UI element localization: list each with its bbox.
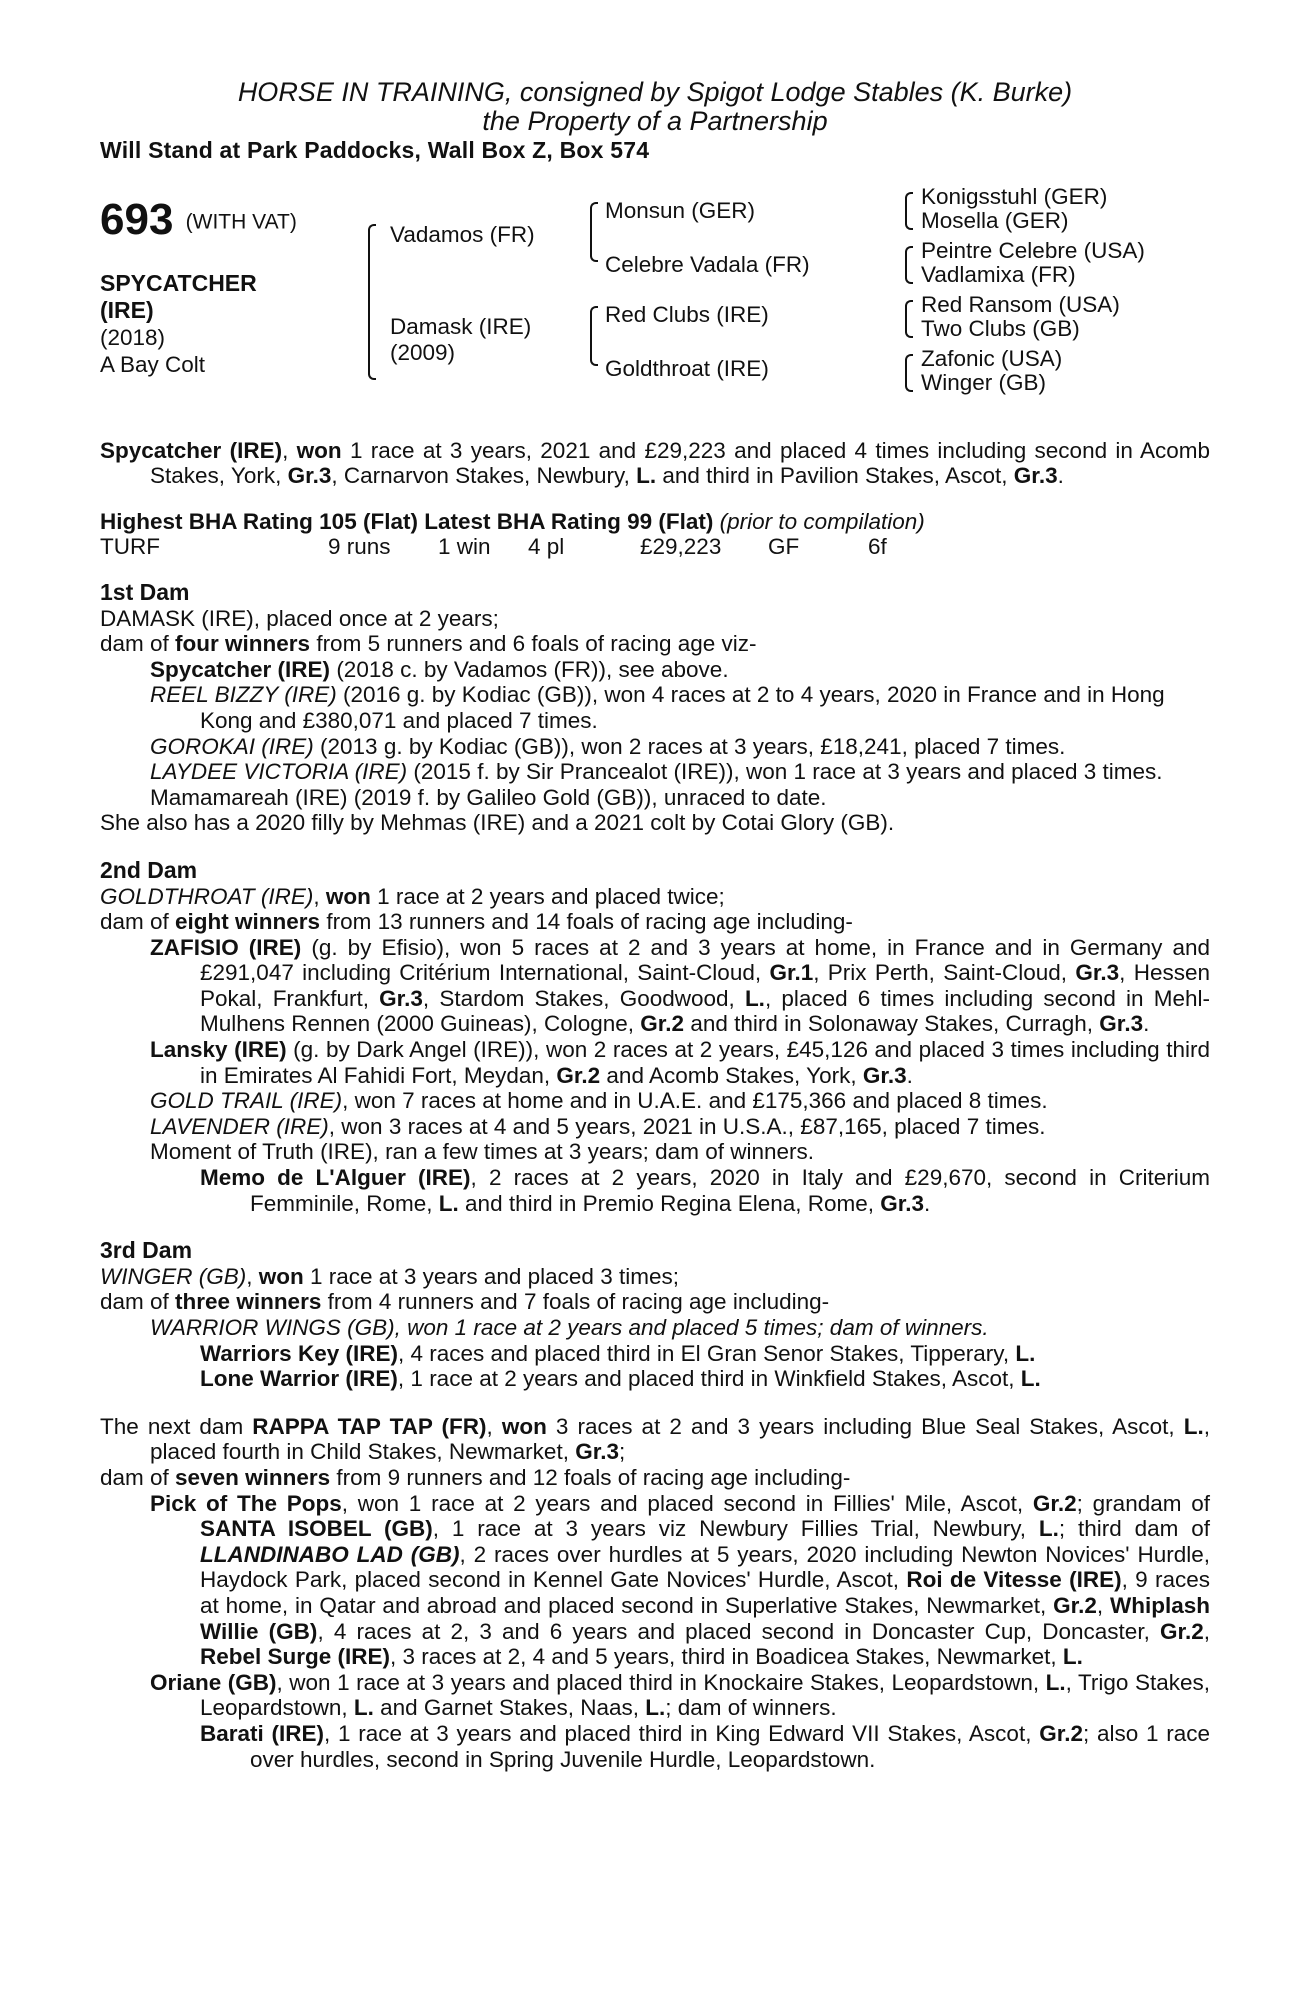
sss: Konigsstuhl (GER) — [921, 183, 1108, 209]
sire: Vadamos (FR) — [390, 221, 535, 247]
bha-rating: Highest BHA Rating 105 (Flat) Latest BHA Rating 99 (Flat) — [100, 508, 714, 534]
dss: Red Ransom (USA) — [921, 291, 1120, 317]
second-dam-title: 2nd Dam — [100, 856, 198, 883]
sire-dam: Celebre Vadala (FR) — [605, 251, 810, 277]
rating-note: (prior to compilation) — [719, 508, 925, 534]
brace-1 — [368, 224, 376, 380]
pedigree-block — [100, 183, 1210, 418]
sdd: Vadlamixa (FR) — [921, 261, 1076, 287]
property-line: the Property of a Partnership — [482, 106, 828, 136]
third-dam-section: 3rd Dam WINGER (GB), won 1 race at 3 years and placed 3 times; dam of three winners from 4 runners and 7 foals of racing age including- WARRIOR WINGS (GB), won 1 race at 2 years and placed 5 times; dam of winners. Warriors Key (IRE), 4 races and placed third in El Gran Senor Stakes, Tipperary, L. Lone Warrior (IRE), 1 race at 2 years and placed third in Winkfield Stakes, Ascot, L. — [100, 1238, 1210, 1392]
brace-2a — [590, 202, 598, 262]
consignment-line: HORSE IN TRAINING, consigned by Spigot Lodge Stables (K. Burke) — [237, 77, 1073, 107]
horse-name: SPYCATCHER (IRE) — [100, 269, 257, 323]
dam-year: (2009) — [390, 339, 456, 365]
brace-3d — [905, 354, 913, 392]
stand-location: Will Stand at Park Paddocks, Wall Box Z, Box 574 — [100, 137, 650, 163]
dsd: Two Clubs (GB) — [921, 315, 1080, 341]
second-dam-section: 2nd Dam GOLDTHROAT (IRE), won 1 race at 2 years and placed twice; dam of eight winners from 13 runners and 14 foals of racing age including- ZAFISIO (IRE) (g. by Efisio), won 5 races at 2 and 3 years at home, in France and in Germany and £291,047 including Critérium International, Saint-Cloud, Gr.1, Prix Perth, Saint-Cloud, Gr.3, Hessen Pokal, Frankfurt, Gr.3, Stardom Stakes, Goodwood, L., placed 6 times including second in Mehl-Mulhens Rennen (2000 Guineas), Cologne, Gr.2 and third in Solonaway Stakes, Curragh, Gr.3. Lansky (IRE) (g. by Dark Angel (IRE)), won 2 races at 2 years, £45,126 and placed 3 times including third in Emirates Al Fahidi Fort, Meydan, Gr.2 and Acomb Stakes, York, Gr.3. GOLD TRAIL (IRE), won 7 races at home and in U.A.E. and £175,366 and placed 8 times. LAVENDER (IRE), won 3 races at 4 and 5 years, 2021 in U.S.A., £87,165, placed 7 times. Moment of Truth (IRE), ran a few times at 3 years; dam of winners. Memo de L'Alguer (IRE), 2 races at 2 years, 2020 in Italy and £29,670, second in Criterium Femminile, Rome, L. and third in Premio Regina Elena, Rome, Gr.3. — [100, 856, 1211, 1216]
dam-dam: Goldthroat (IRE) — [605, 355, 769, 381]
dam: Damask (IRE) — [390, 313, 532, 339]
lot-number: 693 (WITH VAT) — [100, 194, 297, 244]
rating-block — [100, 509, 1210, 560]
race-summary: Spycatcher (IRE), won 1 race at 3 years, 2021 and £29,223 and placed 4 times including second in Acomb Stakes, York, Gr.3, Carnarvon Stakes, Newbury, L. and third in Pavilion Stakes, Ascot, Gr.3. — [100, 437, 1210, 489]
vat-note: (WITH VAT) — [185, 209, 297, 233]
dam-sire: Red Clubs (IRE) — [605, 301, 769, 327]
brace-3b — [905, 246, 913, 284]
dds: Zafonic (USA) — [921, 345, 1063, 371]
horse-info: (2018) A Bay Colt — [100, 324, 206, 377]
third-dam-title: 3rd Dam — [100, 1237, 193, 1264]
first-dam-section: 1st Dam DAMASK (IRE), placed once at 2 years; dam of four winners from 5 runners and 6 foals of racing age viz- Spycatcher (IRE) (2018 c. by Vadamos (FR)), see above. REEL BIZZY (IRE) (2016 g. by Kodiac (GB)), won 4 races at 2 to 4 years, 2020 in France and in Hong Kong and £380,071 and placed 7 times. GOROKAI (IRE) (2013 g. by Kodiac (GB)), won 2 races at 3 years, £18,241, placed 7 times. LAYDEE VICTORIA (IRE) (2015 f. by Sir Prancealot (IRE)), won 1 race at 3 years and placed 3 times. Mamamareah (IRE) (2019 f. by Galileo Gold (GB)), unraced to date. She also has a 2020 filly by Mehmas (IRE) and a 2021 colt by Cotai Glory (GB). — [100, 580, 1210, 836]
sire-sire: Monsun (GER) — [605, 197, 756, 223]
ddd: Winger (GB) — [921, 369, 1047, 395]
brace-3c — [905, 300, 913, 338]
next-dam-section: The next dam RAPPA TAP TAP (FR), won 3 races at 2 and 3 years including Blue Seal Stakes, Ascot, L., placed fourth in Child Stakes, Newmarket, Gr.3; dam of seven winners from 9 runners and 12 foals of racing age including- Pick of The Pops, won 1 race at 2 years and placed second in Fillies' Mile, Ascot, Gr.2; grandam of SANTA ISOBEL (GB), 1 race at 3 years viz Newbury Fillies Trial, Newbury, L.; third dam of LLANDINABO LAD (GB), 2 races over hurdles at 5 years, 2020 including Newton Novices' Hurdle, Haydock Park, placed second in Kennel Gate Novices' Hurdle, Ascot, Roi de Vitesse (IRE), 9 races at home, in Qatar and abroad and placed second in Superlative Stakes, Newmarket, Gr.2, Whiplash Willie (GB), 4 races at 2, 3 and 6 years and placed second in Doncaster Cup, Doncaster, Gr.2, Rebel Surge (IRE), 3 races at 2, 4 and 5 years, third in Boadicea Stakes, Newmarket, L. Oriane (GB), won 1 race at 3 years and placed third in Knockaire Stakes, Leopardstown, L., Trigo Stakes, Leopardstown, L. and Garnet Stakes, Naas, L.; dam of winners. Barati (IRE), 1 race at 3 years and placed third in King Edward VII Stakes, Ascot, Gr.2; also 1 race over hurdles, second in Spring Juvenile Hurdle, Leopardstown. — [100, 1413, 1211, 1772]
sds: Peintre Celebre (USA) — [921, 237, 1145, 263]
brace-3a — [905, 192, 913, 230]
first-dam-title: 1st Dam — [100, 578, 190, 605]
catalogue-page — [100, 78, 1210, 1772]
race-record-row: TURF 9 runs 1 win 4 pl £29,223 GF 6f — [100, 534, 887, 560]
brace-2b — [590, 306, 598, 366]
ssd: Mosella (GER) — [921, 207, 1069, 233]
